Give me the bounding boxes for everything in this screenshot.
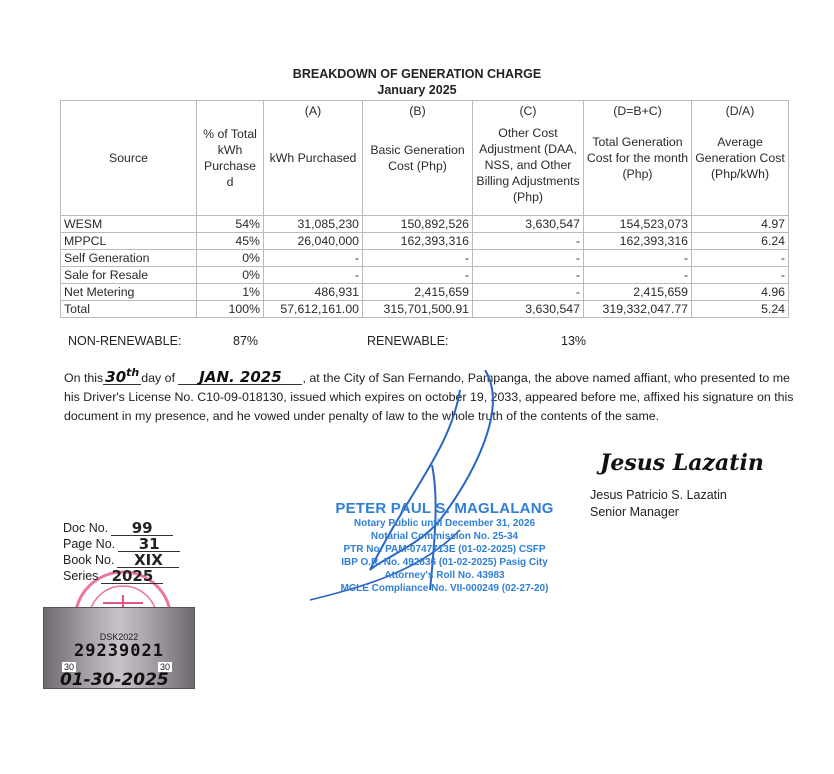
- stamp-denomination: 30: [64, 662, 75, 672]
- cell: 3,630,547: [473, 216, 584, 233]
- cell: -: [473, 233, 584, 250]
- table-row-total: [61, 301, 789, 318]
- cell: 45%: [197, 233, 264, 250]
- cell: -: [473, 267, 584, 284]
- notary-line: MCLE Compliance No. VII-000249 (02-27-20): [340, 583, 549, 594]
- stamp-denomination: 30: [160, 662, 171, 672]
- cell: 2,415,659: [363, 284, 473, 301]
- notary-line: PTR No. PAM-0747713E (01-02-2025) CSFP: [343, 544, 546, 555]
- cell: 1%: [197, 284, 264, 301]
- book-no-value: XIX: [117, 553, 179, 568]
- series-value: 2025: [101, 569, 163, 584]
- cell: 57,612,161.00: [264, 301, 363, 318]
- cell: 150,892,526: [363, 216, 473, 233]
- header-percent: % of Total kWh Purchase d: [197, 101, 264, 216]
- cell: 486,931: [264, 284, 363, 301]
- cell: 0%: [197, 250, 264, 267]
- cell: -: [692, 250, 789, 267]
- signatory-name: Jesus Patricio S. Lazatin: [590, 488, 727, 502]
- table-row-net-metering: [61, 284, 789, 301]
- renewable-label: RENEWABLE:: [367, 334, 449, 348]
- non-renewable-value: 87%: [233, 334, 259, 348]
- notary-line: IBP O.R. No. 492836 (01-02-2025) Pasig City: [341, 557, 548, 568]
- jurat-day: 30th: [103, 366, 141, 385]
- cell: 6.24: [692, 233, 789, 250]
- cell: 154,523,073: [584, 216, 692, 233]
- cell: 4.96: [692, 284, 789, 301]
- cell: Sale for Resale: [61, 267, 197, 284]
- cell: 31,085,230: [264, 216, 363, 233]
- cell: 319,332,047.77: [584, 301, 692, 318]
- table-row-wesm: [61, 216, 789, 233]
- jurat-month: JAN. 2025: [178, 370, 302, 385]
- table-row-sale-for-resale: [61, 267, 789, 284]
- doc-no-value: 99: [111, 521, 173, 536]
- header-total-cost: (D=B+C) Total Generation Cost for the month (Php): [584, 101, 692, 216]
- signatory-position: Senior Manager: [590, 505, 679, 519]
- notarial-register: [63, 520, 180, 584]
- cell: 0%: [197, 267, 264, 284]
- cell: 4.97: [692, 216, 789, 233]
- cell: -: [473, 250, 584, 267]
- cell: -: [584, 267, 692, 284]
- notary-stamp: [322, 500, 567, 595]
- signatory-signature: Jesus Lazatin: [600, 450, 764, 476]
- jurat-text: , at the City of San Fernando, Pampanga, the above named affiant, who presented to me his Driver's License No. C10-09-018130, issued which expires on october 19, 2033, appeared before me, affixed his signature on this document in my presence, and he vowed under penalty of law to the whole truth of the contents of the same.: [64, 371, 794, 423]
- cell: Self Generation: [61, 250, 197, 267]
- cell: 5.24: [692, 301, 789, 318]
- cell: -: [692, 267, 789, 284]
- header-avg-cost: (D/A) Average Generation Cost (Php/kWh): [692, 101, 789, 216]
- table-row-mppcl: [61, 233, 789, 250]
- cell: -: [363, 250, 473, 267]
- stamp-number: 29239021: [74, 641, 164, 661]
- cell: 2,415,659: [584, 284, 692, 301]
- page-no-label: Page No.: [63, 537, 116, 551]
- generation-charge-table: [60, 100, 789, 318]
- table-row-self-generation: [61, 250, 789, 267]
- header-basic-cost: (B) Basic Generation Cost (Php): [363, 101, 473, 216]
- cell: -: [473, 284, 584, 301]
- cell: Net Metering: [61, 284, 197, 301]
- cell: 54%: [197, 216, 264, 233]
- document-title: BREAKDOWN OF GENERATION CHARGE: [292, 67, 542, 81]
- documentary-stamp: [43, 607, 195, 689]
- header-source: Source: [61, 101, 197, 216]
- cell: Total: [61, 301, 197, 318]
- cell: -: [264, 250, 363, 267]
- cell: 315,701,500.91: [363, 301, 473, 318]
- cell: 100%: [197, 301, 264, 318]
- notary-line: Attorney's Roll No. 43983: [384, 570, 505, 581]
- cell: 162,393,316: [584, 233, 692, 250]
- notary-line: Notarial Commission No. 25-34: [370, 531, 519, 542]
- header-other-adj: (C) Other Cost Adjustment (DAA, NSS, and Other Billing Adjustments (Php): [473, 101, 584, 216]
- notary-name: PETER PAUL S. MAGLALANG: [335, 500, 554, 517]
- cell: 3,630,547: [473, 301, 584, 318]
- cell: -: [363, 267, 473, 284]
- cell: MPPCL: [61, 233, 197, 250]
- notary-line: Notary Public until December 31, 2026: [353, 518, 536, 529]
- table-header-row: [61, 101, 789, 216]
- cell: WESM: [61, 216, 197, 233]
- book-no-label: Book No.: [63, 553, 115, 567]
- non-renewable-label: NON-RENEWABLE:: [68, 334, 182, 348]
- stamp-code: DSK2022: [99, 632, 139, 642]
- cell: -: [264, 267, 363, 284]
- cell: -: [584, 250, 692, 267]
- document-subtitle: January 2025: [377, 83, 457, 97]
- cell: 26,040,000: [264, 233, 363, 250]
- cell: 162,393,316: [363, 233, 473, 250]
- doc-no-label: Doc No.: [63, 521, 109, 535]
- stamp-date: 01-30-2025: [60, 670, 169, 690]
- renewable-value: 13%: [561, 334, 587, 348]
- series-label: Series: [63, 569, 99, 583]
- page-no-value: 31: [118, 537, 180, 552]
- jurat-paragraph: On this 30th day of JAN. 2025 , at the City of San Fernando, Pampanga, the above named affiant, who presented to me his Driver's License No. C10-09-018130, issued which expires on october 19, 2033, appeared before me, affixed his signature on this document in my presence, and he vowed under penalty of law to the whole truth of the contents of the same.: [64, 366, 794, 423]
- header-kwh: (A) kWh Purchased: [264, 101, 363, 216]
